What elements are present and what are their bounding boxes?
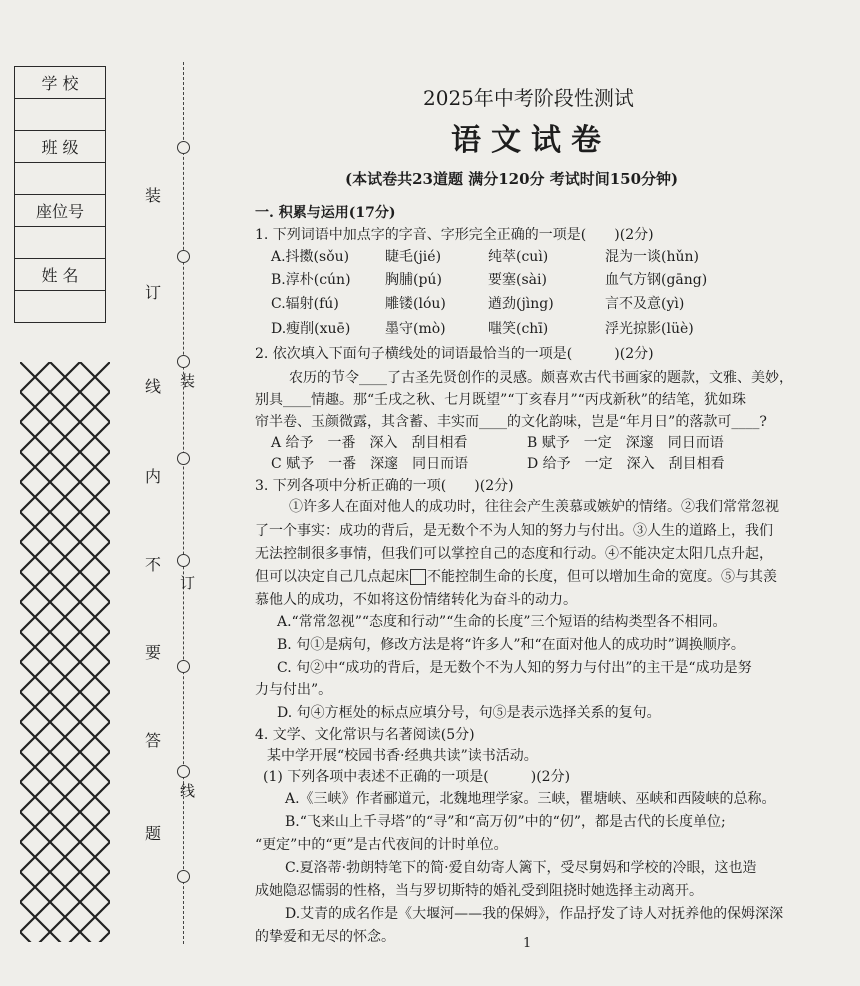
q3-passage-line — [255, 568, 777, 586]
q3-passage-part: 但可以决定自己几点起床 — [255, 569, 409, 585]
label-school: 学 校 — [15, 67, 106, 99]
bind-word-inner: 线 — [180, 782, 196, 800]
label-seat: 座位号 — [15, 195, 106, 227]
q1-option: 纯萃(cuì) — [488, 249, 549, 265]
q2-option: A 给予 一番 深入 刮目相看 — [271, 435, 468, 451]
bind-word-inner: 订 — [180, 574, 196, 592]
q4-option: C.夏洛蒂·勃朗特笔下的简·爱自幼寄人篱下，受尽舅妈和学校的冷眼，这也造 — [285, 860, 757, 876]
student-info-table — [14, 66, 106, 323]
q4-option-cont: 的挚爱和无尽的怀念。 — [255, 929, 395, 945]
q2-option: D 给予 一定 深入 刮目相看 — [527, 456, 725, 472]
bind-word: 不 — [145, 555, 162, 574]
q3-passage-part: 不能控制生命的长度，但可以增加生命的宽度。⑤与其羡 — [427, 569, 777, 585]
binding-line — [183, 62, 184, 944]
q2-passage-line: 帘半卷、玉颜微露，其含蓄、丰实而____的文化韵味，岂是“年月日”的落款可____? — [255, 414, 767, 430]
bind-word-inner: 装 — [180, 372, 196, 390]
q1-option: 墨守(mò) — [385, 321, 446, 337]
binding-hole — [177, 554, 190, 567]
q4-option-cont: “更定”中的“更”是古代夜间的计时单位。 — [255, 837, 508, 853]
binding-hole — [177, 141, 190, 154]
q3-option: B. 句①是病句，修改方法是将“许多人”和“在面对他人的成功时”调换顺序。 — [277, 637, 745, 653]
q3-option-cont: 力与付出”。 — [255, 682, 333, 698]
bind-word: 内 — [145, 467, 162, 486]
q2-option: B 赋予 一定 深邃 同日而语 — [527, 435, 724, 451]
q3-passage-line: 了一个事实：成功的背后，是无数个不为人知的努力与付出。③人生的道路上，我们 — [255, 523, 773, 539]
binding-hole — [177, 452, 190, 465]
q4-option: D.艾青的成名作是《大堰河——我的保姆》，作品抒发了诗人对抚养他的保姆深深 — [285, 906, 784, 922]
q2-option: C 赋予 一番 深邃 同日而语 — [271, 456, 469, 472]
bind-word: 订 — [145, 283, 162, 302]
name-field[interactable] — [15, 291, 106, 323]
q4-intro: 某中学开展“校园书香·经典共读”读书活动。 — [267, 748, 538, 764]
q1-option: 雕镂(lóu) — [385, 296, 446, 312]
label-class: 班 级 — [15, 131, 106, 163]
q1-option: 要塞(sài) — [488, 272, 547, 288]
q1-option: 言不及意(yì) — [605, 296, 685, 312]
punctuation-box — [410, 569, 426, 585]
q4-sub1: (1) 下列各项中表述不正确的一项是( )(2分) — [263, 769, 571, 785]
binding-hole — [177, 765, 190, 778]
bind-word: 线 — [145, 377, 162, 396]
q2-stem: 2. 依次填入下面句子横线处的词语最恰当的一项是( )(2分) — [255, 346, 654, 362]
binding-hole — [177, 870, 190, 883]
exam-subject: 语文试卷 — [451, 123, 611, 158]
q4-option: A.《三峡》作者郦道元，北魏地理学家。三峡，瞿塘峡、巫峡和西陵峡的总称。 — [285, 791, 776, 807]
q1-option: D.瘦削(xuē) — [271, 321, 351, 337]
page-number: 1 — [523, 936, 532, 951]
binding-hole — [177, 355, 190, 368]
q3-option: C. 句②中“成功的背后，是无数个不为人知的努力与付出”的主干是“成功是努 — [277, 660, 752, 676]
bind-word: 题 — [145, 824, 162, 843]
bind-word: 装 — [145, 186, 162, 205]
q1-option: A.抖擞(sǒu) — [271, 249, 350, 265]
bind-word: 要 — [145, 643, 162, 662]
q3-stem: 3. 下列各项中分析正确的一项( )(2分) — [255, 478, 514, 494]
binding-hole — [177, 660, 190, 673]
school-field[interactable] — [15, 99, 106, 131]
q1-option: 浮光掠影(lüè) — [605, 321, 694, 337]
q1-option: 嗤笑(chī) — [488, 321, 549, 337]
seat-field[interactable] — [15, 227, 106, 259]
binding-hole — [177, 250, 190, 263]
class-field[interactable] — [15, 163, 106, 195]
q1-stem: 1. 下列词语中加点字的字音、字形完全正确的一项是( )(2分) — [255, 227, 654, 243]
section-heading: 一. 积累与运用(17分) — [255, 205, 396, 221]
q2-passage-line: 别具____情趣。那“壬戌之秋、七月既望”“丁亥春月”“丙戌新秋”的结笔，犹如珠 — [255, 392, 746, 408]
q1-option: 血气方钢(gāng) — [605, 272, 708, 288]
q1-option: 遒劲(jìng) — [488, 296, 554, 312]
q1-option: 胸脯(pú) — [385, 272, 442, 288]
bind-word: 答 — [145, 731, 162, 750]
q4-stem: 4. 文学、文化常识与名著阅读(5分) — [255, 727, 475, 743]
q3-option: D. 句④方框处的标点应填分号，句⑤是表示选择关系的复句。 — [277, 705, 661, 721]
exam-meta: (本试卷共23道题 满分120分 考试时间150分钟) — [345, 170, 679, 188]
q3-option: A.“常常忽视”“态度和行动”“生命的长度”三个短语的结构类型各不相同。 — [277, 614, 727, 630]
q3-passage-line: 无法控制很多事情，但我们可以掌控自己的态度和行动。④不能决定太阳几点升起， — [255, 546, 773, 562]
q3-passage-line: 慕他人的成功，不如将这份情绪转化为奋斗的动力。 — [255, 592, 577, 608]
q1-option: 睫毛(jié) — [385, 249, 442, 265]
q1-option: 混为一谈(hǔn) — [605, 249, 699, 265]
crosshatch-pattern — [20, 362, 110, 942]
q4-option-cont: 成她隐忍懦弱的性格，当与罗切斯特的婚礼受到阻挠时她选择主动离开。 — [255, 883, 703, 899]
q1-option: C.辐射(fú) — [271, 296, 339, 312]
q4-option: B.“飞来山上千寻塔”的“寻”和“高万仞”中的“仞”，都是古代的长度单位; — [285, 814, 726, 830]
q2-passage-line: 农历的节令____了古圣先贤创作的灵感。颇喜欢古代书画家的题款，文雅、美妙， — [289, 370, 793, 386]
exam-title: 2025年中考阶段性测试 — [423, 86, 634, 110]
q1-option: B.淳朴(cún) — [271, 272, 351, 288]
label-name: 姓 名 — [15, 259, 106, 291]
q3-passage-line: ①许多人在面对他人的成功时，往往会产生羡慕或嫉妒的情绪。②我们常常忽视 — [289, 499, 779, 515]
